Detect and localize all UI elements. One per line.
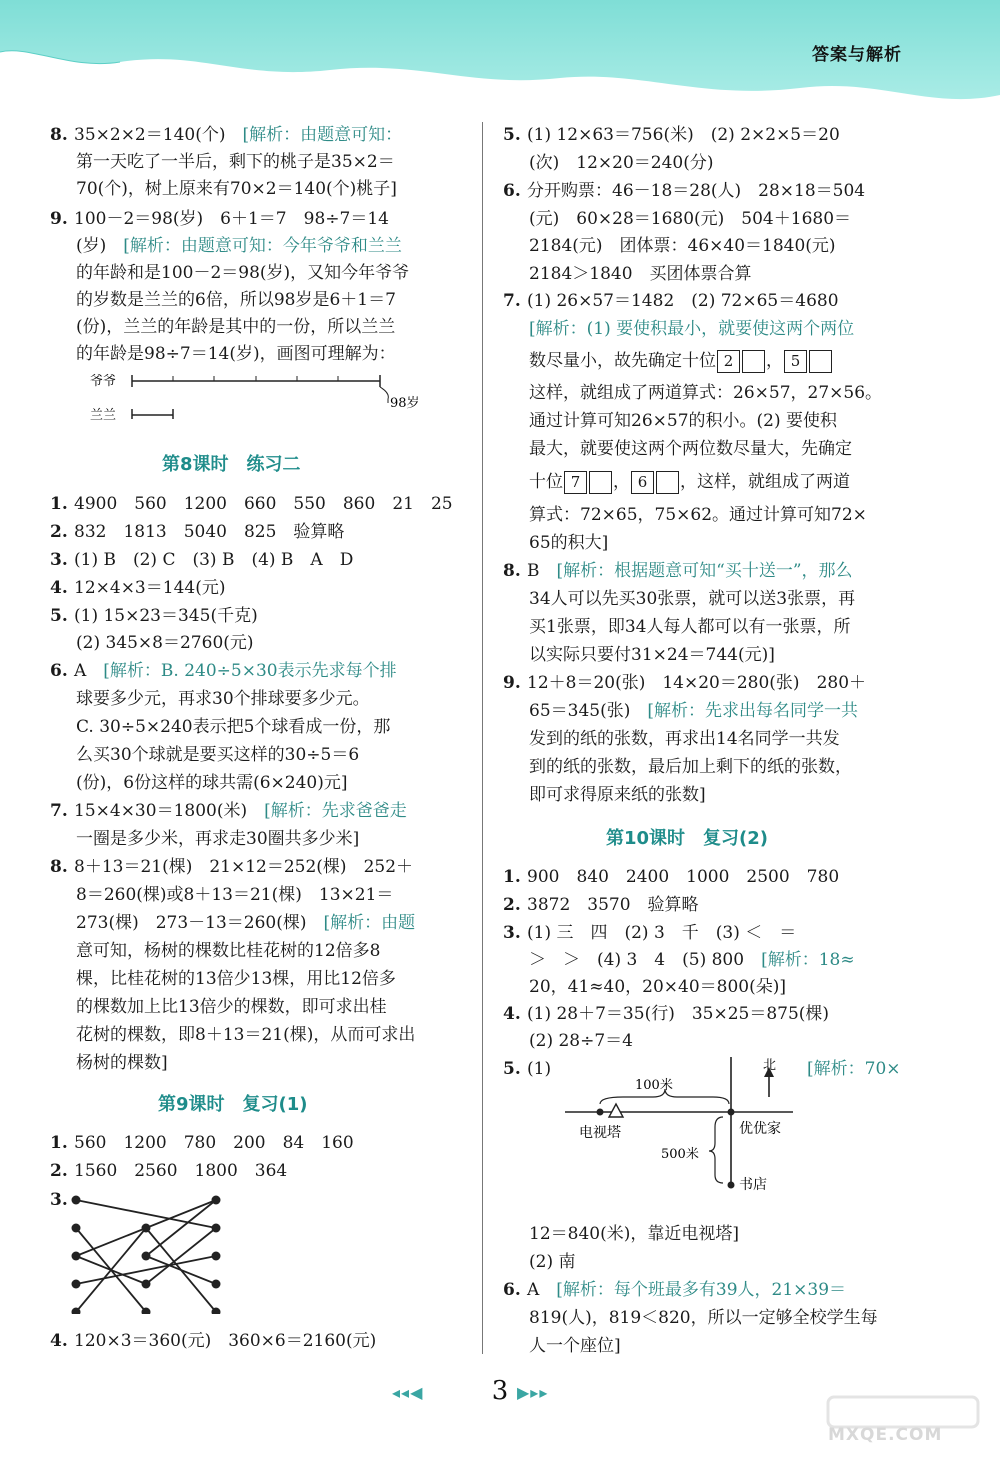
answer-line: 的棵数加上比13倍少的棵数，即可求出桂 — [76, 997, 387, 1017]
answer-text: 6＋1＝7 — [220, 209, 287, 229]
answer-text: 分开购票：46－18＝28(人) 28×18＝504 — [527, 181, 866, 201]
lanlan-label: 兰兰 — [90, 408, 117, 423]
digit-box — [809, 350, 832, 373]
digit-box: 2 — [717, 350, 740, 373]
answer-line: 2184＞1840 买团体票合算 — [529, 264, 752, 284]
answer-line: (2) 28÷7＝4 — [529, 1031, 633, 1051]
column-divider — [482, 122, 483, 1354]
answer-text: (1) B (2) C (3) B (4) B A D — [74, 550, 354, 570]
answer-line — [50, 1130, 354, 1157]
answer-line: (次) 12×20＝240(分) — [529, 153, 714, 173]
answer-line: 第一天吃了一半后，剩下的桃子是35×2＝ — [76, 152, 395, 172]
analysis-line: [解析：(1) 要使积最小，就要使这两个两位 — [529, 319, 855, 339]
answer-line — [503, 920, 796, 947]
analysis-text: [解析：由题意可知： — [242, 125, 403, 145]
answer-line: 发到的纸的张数，再求出14名同学一共发 — [529, 729, 840, 749]
answer-line — [76, 910, 415, 937]
answer-line — [50, 491, 453, 518]
answer-line: 球要多少元，再求30个排球要多少元。 — [76, 689, 370, 709]
answer-line: 算式：72×65，75×62。通过计算可知72× — [529, 505, 867, 525]
answer-text: 12×4×3＝144(元) — [74, 578, 226, 598]
answer-line — [50, 206, 389, 233]
answer-text: (1) — [527, 1059, 552, 1079]
analysis-text: [解析：先求出每名同学一共 — [647, 701, 858, 721]
answer-text: 120×3＝360(元) 360×6＝2160(元) — [74, 1331, 377, 1351]
question-number: 6. — [503, 181, 521, 201]
question-number: 4. — [50, 578, 68, 598]
digit-box: 5 — [784, 350, 807, 373]
answer-line: (元) 60×28＝1680(元) 504＋1680＝ — [529, 209, 852, 229]
route-map — [563, 1057, 803, 1217]
answer-text: 560 1200 780 200 84 160 — [74, 1133, 354, 1153]
answer-line — [50, 122, 402, 149]
answer-text: 1560 2560 1800 364 — [74, 1161, 288, 1181]
answer-text: ＞ ＞ (4) 3 4 (5) 800 — [529, 950, 745, 970]
analysis-text: [解析：根据题意可知“买十送一”，那么 — [556, 561, 853, 581]
answer-line: 65的积大] — [529, 533, 609, 553]
answer-line: 花树的棵数，即8＋13＝21(棵)，从而可求出 — [76, 1025, 416, 1045]
question-number: 4. — [503, 1004, 521, 1024]
answer-text: A — [74, 661, 87, 681]
answer-line — [503, 670, 866, 697]
question-number: 3. — [50, 1190, 68, 1210]
answer-text: A — [527, 1280, 540, 1300]
question-number: 8. — [50, 857, 68, 877]
question-number: 8. — [503, 561, 521, 581]
answer-line — [50, 575, 225, 602]
answer-text: 十位 — [529, 472, 563, 492]
analysis-text: [解析：70× — [807, 1059, 901, 1079]
question-number: 9. — [503, 673, 521, 693]
answer-line — [50, 798, 407, 825]
answer-line: 一圈是多少米，再求走30圈共多少米] — [76, 829, 360, 849]
answer-line: 的年龄和是100－2＝98(岁)，又知今年爷爷 — [76, 263, 410, 283]
answer-line — [50, 603, 258, 630]
answer-line — [50, 1158, 287, 1185]
question-number: 7. — [50, 801, 68, 821]
analysis-text: [解析：B. 240÷5×30表示先求每个排 — [103, 661, 397, 681]
digit-box: 6 — [631, 471, 654, 494]
answer-line: (2) 南 — [529, 1252, 576, 1272]
section-title: 第8课时 练习二 — [162, 454, 301, 475]
answer-line: 意可知，杨树的棵数比桂花树的12倍多8 — [76, 941, 381, 961]
answer-line: 819(人)，819＜820，所以一定够全校学生每 — [529, 1308, 878, 1328]
home-label: 优优家 — [739, 1121, 781, 1137]
answer-text: ，这样，就组成了两道 — [680, 472, 850, 492]
answer-text: 数尽量小，故先确定十位 — [529, 351, 716, 371]
answer-text: 832 1813 5040 825 验算略 — [74, 522, 345, 542]
header-title: 答案与解析 — [812, 45, 902, 65]
answer-text: (1) 26×57＝1482 (2) 72×65＝4680 — [527, 291, 839, 311]
question-number: 6. — [503, 1280, 521, 1300]
answer-line: 20，41≈40，20×40＝800(朵)] — [529, 977, 786, 997]
answer-line: 买1张票，即34人每人都可以有一张票，所 — [529, 617, 851, 637]
matching-diagram — [68, 1194, 248, 1314]
answer-text: 900 840 2400 1000 2500 780 — [527, 867, 840, 887]
digit-box — [589, 471, 612, 494]
answer-line — [76, 233, 402, 260]
answer-text: (1) 15×23＝345(千克) — [74, 606, 258, 626]
watermark-text: MXQE.COM — [828, 1425, 943, 1445]
question-number: 4. — [50, 1331, 68, 1351]
analysis-text: [解析：18≈ — [761, 950, 855, 970]
question-number: 8. — [50, 125, 68, 145]
answer-line — [503, 1001, 829, 1028]
answer-line: 的年龄是98÷7＝14(岁)，画图可理解为： — [76, 344, 396, 364]
answer-text: 15×4×30＝1800(米) — [74, 801, 248, 821]
answer-text: 12＋8＝20(张) 14×20＝280(张) 280＋ — [527, 673, 867, 693]
question-number: 1. — [503, 867, 521, 887]
question-number: 7. — [503, 291, 521, 311]
section-title: 第9课时 复习(1) — [158, 1094, 308, 1115]
answer-text: (1) 12×63＝756(米) (2) 2×2×5＝20 — [527, 125, 840, 145]
answer-line — [503, 1277, 846, 1304]
next-arrows-icon: ▶▸▸ — [517, 1383, 549, 1402]
question-number: 1. — [50, 494, 68, 514]
page-number: 3 — [491, 1376, 509, 1406]
answer-line: 到的纸的张数，最后加上剩下的纸的张数， — [529, 757, 852, 777]
answer-text: (岁) — [76, 236, 107, 256]
answer-line: 即可求得原来纸的张数] — [529, 785, 706, 805]
grandpa-label: 爷爷 — [90, 374, 117, 389]
question-number: 1. — [50, 1133, 68, 1153]
answer-line: 这样，就组成了两道算式：26×57，27×56。 — [529, 383, 883, 403]
answer-line: 么买30个球就是要买这样的30÷5＝6 — [76, 745, 360, 765]
answer-line: 70(个)，树上原来有70×2＝140(个)桃子] — [76, 179, 397, 199]
question-number: 6. — [50, 661, 68, 681]
question-number: 2. — [50, 1161, 68, 1181]
answer-text: 100－2＝98(岁) — [74, 209, 204, 229]
analysis-text: [解析：先求爸爸走 — [264, 801, 407, 821]
answer-text: 4900 560 1200 660 550 860 21 25 — [74, 494, 453, 514]
distance1-label: 100米 — [635, 1078, 673, 1093]
answer-text: 273(棵) 273－13＝260(棵) — [76, 913, 307, 933]
answer-text: 35×2×2＝140(个) — [74, 125, 226, 145]
question-number: 2. — [50, 522, 68, 542]
section-title: 第10课时 复习(2) — [606, 828, 769, 849]
answer-line: (2) 345×8＝2760(元) — [76, 633, 254, 653]
analysis-text: [解析：由题意可知：今年爷爷和兰兰 — [123, 236, 402, 256]
answer-line: 的岁数是兰兰的6倍，所以98岁是6＋1＝7 — [76, 290, 396, 310]
answer-line: (份)，6份这样的球共需(6×240)元] — [76, 773, 348, 793]
answer-text: (1) 28＋7＝35(行) 35×25＝875(棵) — [527, 1004, 830, 1024]
total-label: 98岁 — [390, 396, 420, 411]
answer-line — [503, 1056, 551, 1083]
distance2-label: 500米 — [661, 1147, 699, 1162]
answer-line: 人一个座位] — [529, 1336, 621, 1356]
age-diagram — [90, 369, 450, 427]
answer-line: 通过计算可知26×57的积小。(2) 要使积 — [529, 411, 837, 431]
question-number: 5. — [50, 606, 68, 626]
question-number: 3. — [503, 923, 521, 943]
answer-line — [503, 178, 865, 205]
answer-text: B — [527, 561, 540, 581]
question-number: 5. — [503, 1059, 521, 1079]
digit-box: 7 — [564, 471, 587, 494]
question-number: 9. — [50, 209, 68, 229]
answer-line: 数尽量小，故先确定十位 2 ， 5 — [529, 348, 833, 375]
answer-line — [50, 547, 353, 574]
answer-line: C. 30÷5×240表示把5个球看成一份，那 — [76, 717, 391, 737]
answer-line — [50, 519, 344, 546]
answer-line — [503, 122, 840, 149]
answer-text: 8＋13＝21(棵) 21×12＝252(棵) 252＋ — [74, 857, 414, 877]
question-number: 3. — [50, 550, 68, 570]
answer-line — [503, 558, 853, 585]
tv-tower-label: 电视塔 — [579, 1125, 621, 1141]
answer-line: (份)，兰兰的年龄是其中的一份，所以兰兰 — [76, 317, 396, 337]
north-label: 北 — [763, 1058, 777, 1073]
digit-box — [656, 471, 679, 494]
answer-text: 65＝345(张) — [529, 701, 631, 721]
analysis-text: [解析：由题 — [323, 913, 416, 933]
answer-line — [529, 947, 855, 974]
answer-line: 2184(元) 团体票：46×40＝1840(元) — [529, 236, 836, 256]
analysis-text: [解析：每个班最多有39人，21×39＝ — [556, 1280, 847, 1300]
answer-text: 3872 3570 验算略 — [527, 895, 699, 915]
answer-line — [529, 698, 858, 725]
answer-line: 以实际只要付31×24＝744(元)] — [529, 645, 775, 665]
answer-text: (1) 三 四 (2) 3 千 (3) ＜ ＝ — [527, 923, 797, 943]
bookstore-label: 书店 — [739, 1177, 767, 1193]
answer-line: 12＝840(米)，靠近电视塔] — [529, 1224, 739, 1244]
answer-line — [503, 864, 839, 891]
answer-line: 棵，比桂花树的13倍少13棵，用比12倍多 — [76, 969, 396, 989]
answer-line — [503, 288, 839, 315]
answer-line: 34人可以先买30张票，就可以送3张票，再 — [529, 589, 856, 609]
digit-box — [742, 350, 765, 373]
answer-line — [503, 892, 699, 919]
prev-arrows-icon: ◂◂◀ — [392, 1383, 424, 1402]
answer-line — [50, 854, 413, 881]
answer-text: 98÷7＝14 — [303, 209, 389, 229]
question-number: 2. — [503, 895, 521, 915]
answer-line: 十位 7 ， 6 ，这样，就组成了两道 — [529, 472, 850, 492]
answer-line: 8＝260(棵)或8＋13＝21(棵) 13×21＝ — [76, 885, 394, 905]
question-number: 5. — [503, 125, 521, 145]
answer-line: 最大，就要使这两个两位数尽量大，先确定 — [529, 439, 852, 459]
answer-line — [50, 658, 397, 685]
answer-line — [50, 1328, 376, 1355]
answer-line: 杨树的棵数] — [76, 1053, 168, 1073]
